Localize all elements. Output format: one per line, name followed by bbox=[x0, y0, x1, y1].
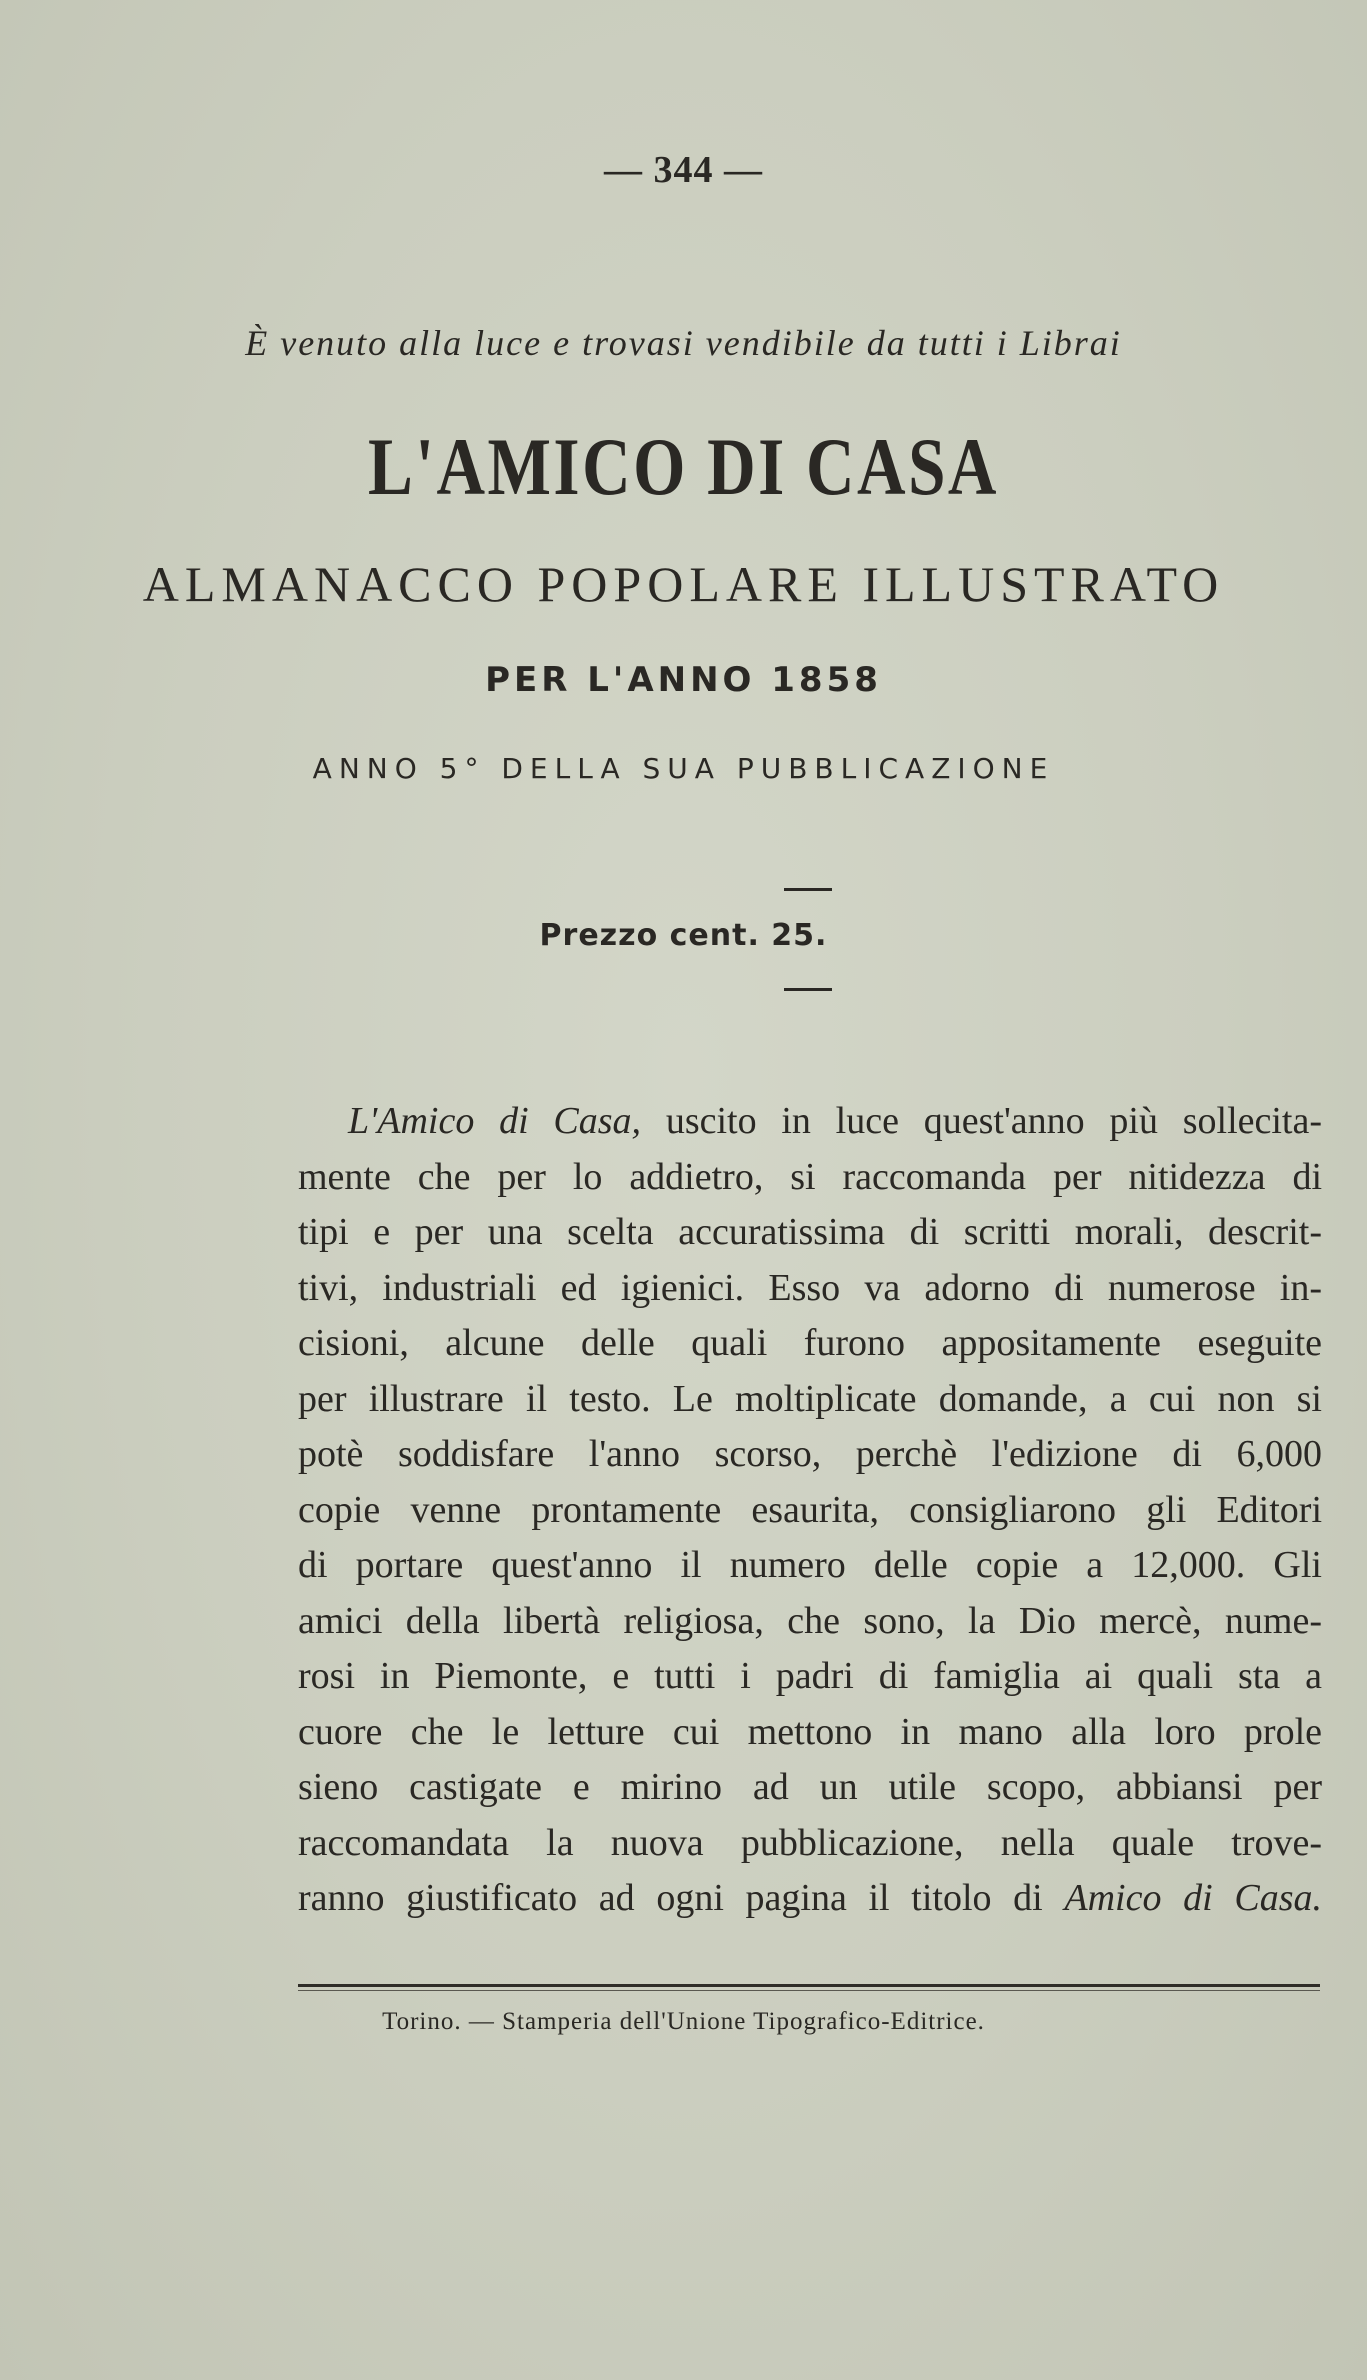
book-subtitle: ALMANACCO POPOLARE ILLUSTRATO bbox=[142, 556, 1225, 612]
body-line: raccomandata la nuova pubblicazione, nella quale trove- bbox=[298, 1821, 1322, 1864]
body-line: cuore che le letture cui mettono in mano alla loro prole bbox=[298, 1710, 1322, 1753]
edition-line: ANNO 5° DELLA SUA PUBBLICAZIONE bbox=[312, 752, 1055, 785]
body-line: potè soddisfare l'anno scorso, perchè l'edizione di 6,000 bbox=[298, 1433, 1322, 1475]
book-title: L'AMICO DI CASA bbox=[368, 421, 999, 512]
announcement-line: È venuto alla luce e trovasi vendibile da tutti i Librai bbox=[245, 323, 1122, 363]
body-line: tipi e per una scelta accuratissima di scritti morali, descrit- bbox=[298, 1211, 1322, 1253]
divider-rule-top bbox=[784, 888, 832, 891]
body-line: ranno giustificato ad ogni pagina il titolo di Amico di Casa. bbox=[298, 1877, 1322, 1919]
page-number: — 344 — bbox=[604, 149, 763, 191]
price-line: Prezzo cent. 25. bbox=[539, 918, 828, 953]
body-line: rosi in Piemonte, e tutti i padri di famiglia ai quali sta a bbox=[298, 1655, 1322, 1697]
printer-imprint: Torino. — Stamperia dell'Unione Tipografico-Editrice. bbox=[382, 2008, 985, 2035]
divider-rule-bottom bbox=[784, 988, 832, 991]
body-line: per illustrare il testo. Le moltiplicate domande, a cui non si bbox=[298, 1377, 1322, 1420]
body-line: copie venne prontamente esaurita, consigliarono gli Editori bbox=[298, 1488, 1322, 1531]
body-line: cisioni, alcune delle quali furono appositamente eseguite bbox=[298, 1322, 1322, 1364]
footer-rule-thin bbox=[298, 1990, 1320, 1991]
footer-rule bbox=[298, 1984, 1320, 1987]
body-paragraph bbox=[298, 1094, 1322, 1927]
body-line: amici della libertà religiosa, che sono, la Dio mercè, nume- bbox=[298, 1599, 1322, 1642]
body-line: sieno castigate e mirino ad un utile scopo, abbiansi per bbox=[298, 1766, 1322, 1808]
year-line: PER L'ANNO 1858 bbox=[485, 660, 882, 700]
body-line: tivi, industriali ed igienici. Esso va adorno di numerose in- bbox=[298, 1266, 1322, 1309]
body-line: di portare quest'anno il numero delle copie a 12,000. Gli bbox=[298, 1544, 1322, 1586]
body-line: L'Amico di Casa, uscito in luce quest'anno più sollecita- bbox=[348, 1100, 1323, 1142]
body-line: mente che per lo addietro, si raccomanda per nitidezza di bbox=[298, 1155, 1322, 1198]
